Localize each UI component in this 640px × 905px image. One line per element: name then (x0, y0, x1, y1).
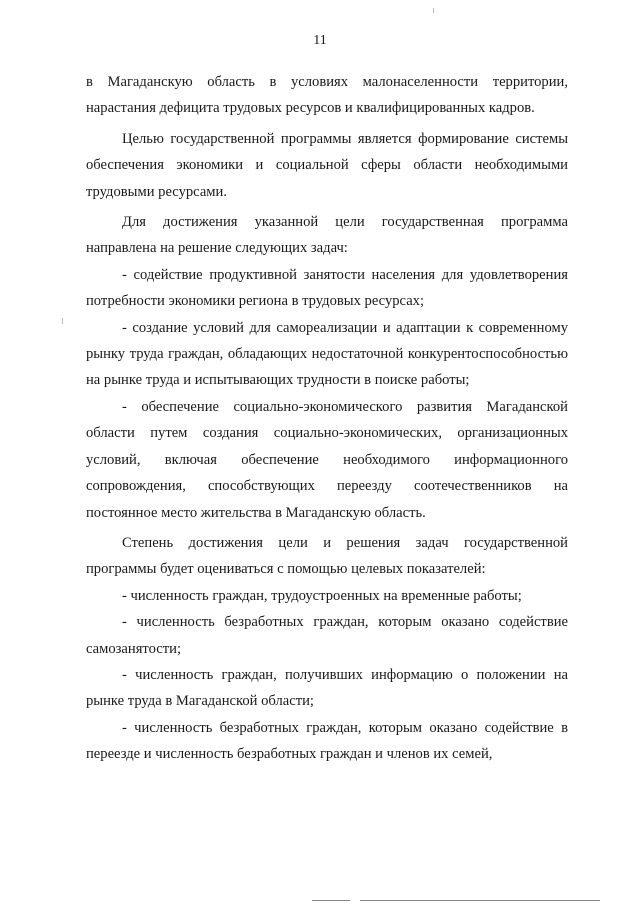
paragraph-9: - численность безработных граждан, которым оказано содействие самозанятости; (86, 614, 568, 657)
scan-footer-line-left (312, 900, 350, 901)
paragraph-2: Целью государственной программы является формирование системы обеспечения экономики и социальной сферы области необходимыми трудовыми ресурсами. (86, 130, 568, 200)
paragraph-5: - создание условий для самореализации и адаптации к современному рынку труда граждан, обладающих недостаточной конкурентоспособностью на рынке труда и испытывающих трудности в поиске работы; (86, 319, 568, 389)
scan-top-mark (433, 8, 434, 13)
scan-margin-mark (62, 318, 63, 324)
paragraph-4: - содействие продуктивной занятости населения для удовлетворения потребности экономики региона в трудовых ресурсах; (86, 266, 568, 310)
paragraph-8: - численность граждан, трудоустроенных на временные работы; (122, 587, 522, 604)
document-body (86, 69, 568, 768)
paragraph-7: Степень достижения цели и решения задач государственной программы будет оцениваться с помощью целевых показателей: (86, 534, 568, 578)
paragraph-6: - обеспечение социально-экономического развития Магаданской области путем создания социально-экономических, организационных условий, включая обеспечение необходимого информационного сопровождения, способствующих переезду соотечественников на постоянное место жительства в Магаданскую область. (86, 398, 568, 521)
paragraph-11: - численность безработных граждан, которым оказано содействие в переезде и численность безработных граждан и членов их семей, (86, 719, 568, 763)
page-number: 11 (313, 33, 327, 48)
scan-footer-line-right (360, 900, 600, 901)
paragraph-3: Для достижения указанной цели государственная программа направлена на решение следующих задач: (86, 214, 568, 257)
paragraph-1: в Магаданскую область в условиях малонаселенности территории, нарастания дефицита трудовых ресурсов и квалифицированных кадров. (86, 74, 568, 117)
paragraph-10: - численность граждан, получивших информацию о положении на рынке труда в Магаданской области; (86, 666, 568, 710)
